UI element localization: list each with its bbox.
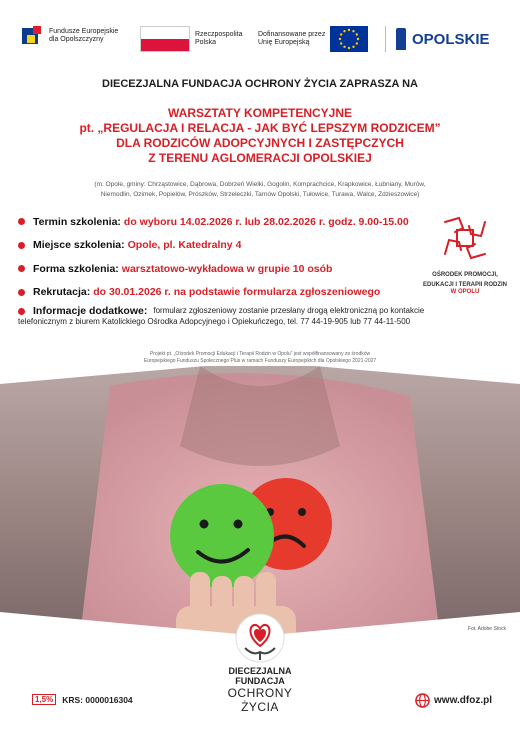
info-row-term [18, 214, 438, 229]
info-value: do wyboru 14.02.2026 r. lub 28.02.2026 r. godz. 9.00-15.00 [123, 215, 409, 228]
photo-hands-smileys [0, 366, 520, 636]
hands-circle-icon [437, 212, 493, 264]
bullet-icon [18, 218, 25, 225]
workshop-title [0, 106, 520, 166]
info-label: Forma szkolenia: [33, 262, 119, 275]
info-row-place [18, 238, 438, 253]
bullet-icon [18, 242, 25, 249]
dfoz-name2: OCHRONY ŻYCIA [227, 686, 293, 714]
additional-info-label: Informacje dodatkowe: [33, 305, 148, 317]
info-value: Opole, pl. Katedralny 4 [127, 239, 242, 252]
one-and-half-percent-badge: 1,5% [32, 694, 56, 705]
area-list [48, 180, 472, 200]
funding-line1: Projekt pt. „Ośrodek Promocji Edukacji i Terapii Rodzin w Opolu” jest współfinansowany ze środków [149, 351, 371, 357]
info-row-form [18, 261, 438, 276]
heart-hands-icon [233, 612, 287, 664]
info-value: warsztatowo-wykładowa w grupie 10 osób [121, 262, 333, 275]
info-label: Termin szkolenia: [33, 215, 121, 228]
title-line3: DLA RODZICÓW ADOPCYJNYCH I ZASTĘPCZYCH [116, 136, 404, 150]
additional-info-line2: telefonicznym z biurem Katolickiego Ośrodka Adopcyjnego i Opiekuńczego, tel. 77 44-19-905 lub 77 44-11-500 [18, 316, 411, 326]
bullet-icon [18, 308, 25, 315]
fe-line1: Fundusze Europejskie [49, 28, 119, 35]
pl-line2: Polska [195, 39, 217, 46]
poland-flag-icon [140, 26, 190, 52]
eu-logo [258, 26, 368, 52]
eu-line2: Unię Europejską [258, 39, 310, 46]
funding-note [60, 351, 460, 365]
logo-bar [0, 0, 520, 70]
dfoz-logo [210, 612, 310, 714]
opolskie-logo [385, 26, 490, 52]
happy-face-icon [170, 484, 274, 588]
pl-line1: Rzeczpospolita [195, 31, 243, 38]
area-line1: (m. Opole, gminy: Chrząstowice, Dąbrowa, Dobrzeń Wielki, Gogolin, Komprachcice, Krapkowice, Łubniany, Murów, [94, 181, 426, 188]
website-link[interactable] [415, 693, 492, 708]
globe-icon [415, 693, 430, 708]
title-line4: Z TERENU AGLOMERACJI OPOLSKIEJ [148, 151, 372, 165]
fundusze-europejskie-logo [22, 26, 118, 46]
opolskie-tower-icon [396, 28, 406, 50]
eu-flag-icon [330, 26, 368, 52]
opolskie-word: OPOLSKIE [412, 30, 490, 48]
info-label: Miejsce szkolenia: [33, 239, 125, 252]
rzeczpospolita-logo [140, 26, 242, 52]
krs-number: KRS: 0000016304 [62, 694, 133, 705]
info-value: do 30.01.2026 r. na podstawie formularza zgłoszeniowego [93, 286, 381, 299]
website-url[interactable]: www.dfoz.pl [434, 695, 492, 706]
info-row-recruitment [18, 285, 438, 300]
info-list [18, 214, 438, 308]
bullet-icon [18, 265, 25, 272]
otr-line2: EDUKACJI I TERAPII RODZIN [422, 282, 507, 288]
title-line2: pt. „REGULACJA I RELACJA - JAK BYĆ LEPSZYM RODZICEM” [79, 121, 441, 135]
otr-line3: W OPOLU [450, 289, 480, 295]
additional-info [18, 306, 488, 327]
info-label: Rekrutacja: [33, 286, 91, 299]
eu-stars-icon [337, 27, 361, 51]
fe-mark-icon [22, 26, 44, 46]
additional-info-line1: formularz zgłoszeniowy zostanie przesłany drogą elektroniczną po kontakcie [153, 306, 425, 315]
funding-line2: Europejskiego Funduszu Społecznego Plus w ramach Funduszy Europejskich dla Opolskiego 2021-2027 [143, 358, 377, 364]
otr-line1: OŚRODEK PROMOCJI, [432, 272, 498, 278]
dfoz-name1: DIECEZJALNA FUNDACJA [228, 666, 292, 686]
invite-line: DIECEZJALNA FUNDACJA OCHRONY ŻYCIA ZAPRASZA NA [102, 78, 418, 90]
krs-info [32, 694, 133, 705]
bullet-icon [18, 289, 25, 296]
eu-line1: Dofinansowane przez [258, 31, 326, 38]
photo-credit: Fot. Adobe Stock [467, 626, 506, 632]
title-line1: WARSZTATY KOMPETENCYJNE [167, 106, 352, 120]
fe-line2: dla Opolszczyzny [49, 36, 104, 43]
area-line2: Niemodlin, Ozimek, Popielów, Prószków, Strzeleczki, Tarnów Opolski, Tułowice, Turawa, Walce, Zdzieszowice) [100, 191, 420, 198]
otr-logo [415, 212, 515, 295]
